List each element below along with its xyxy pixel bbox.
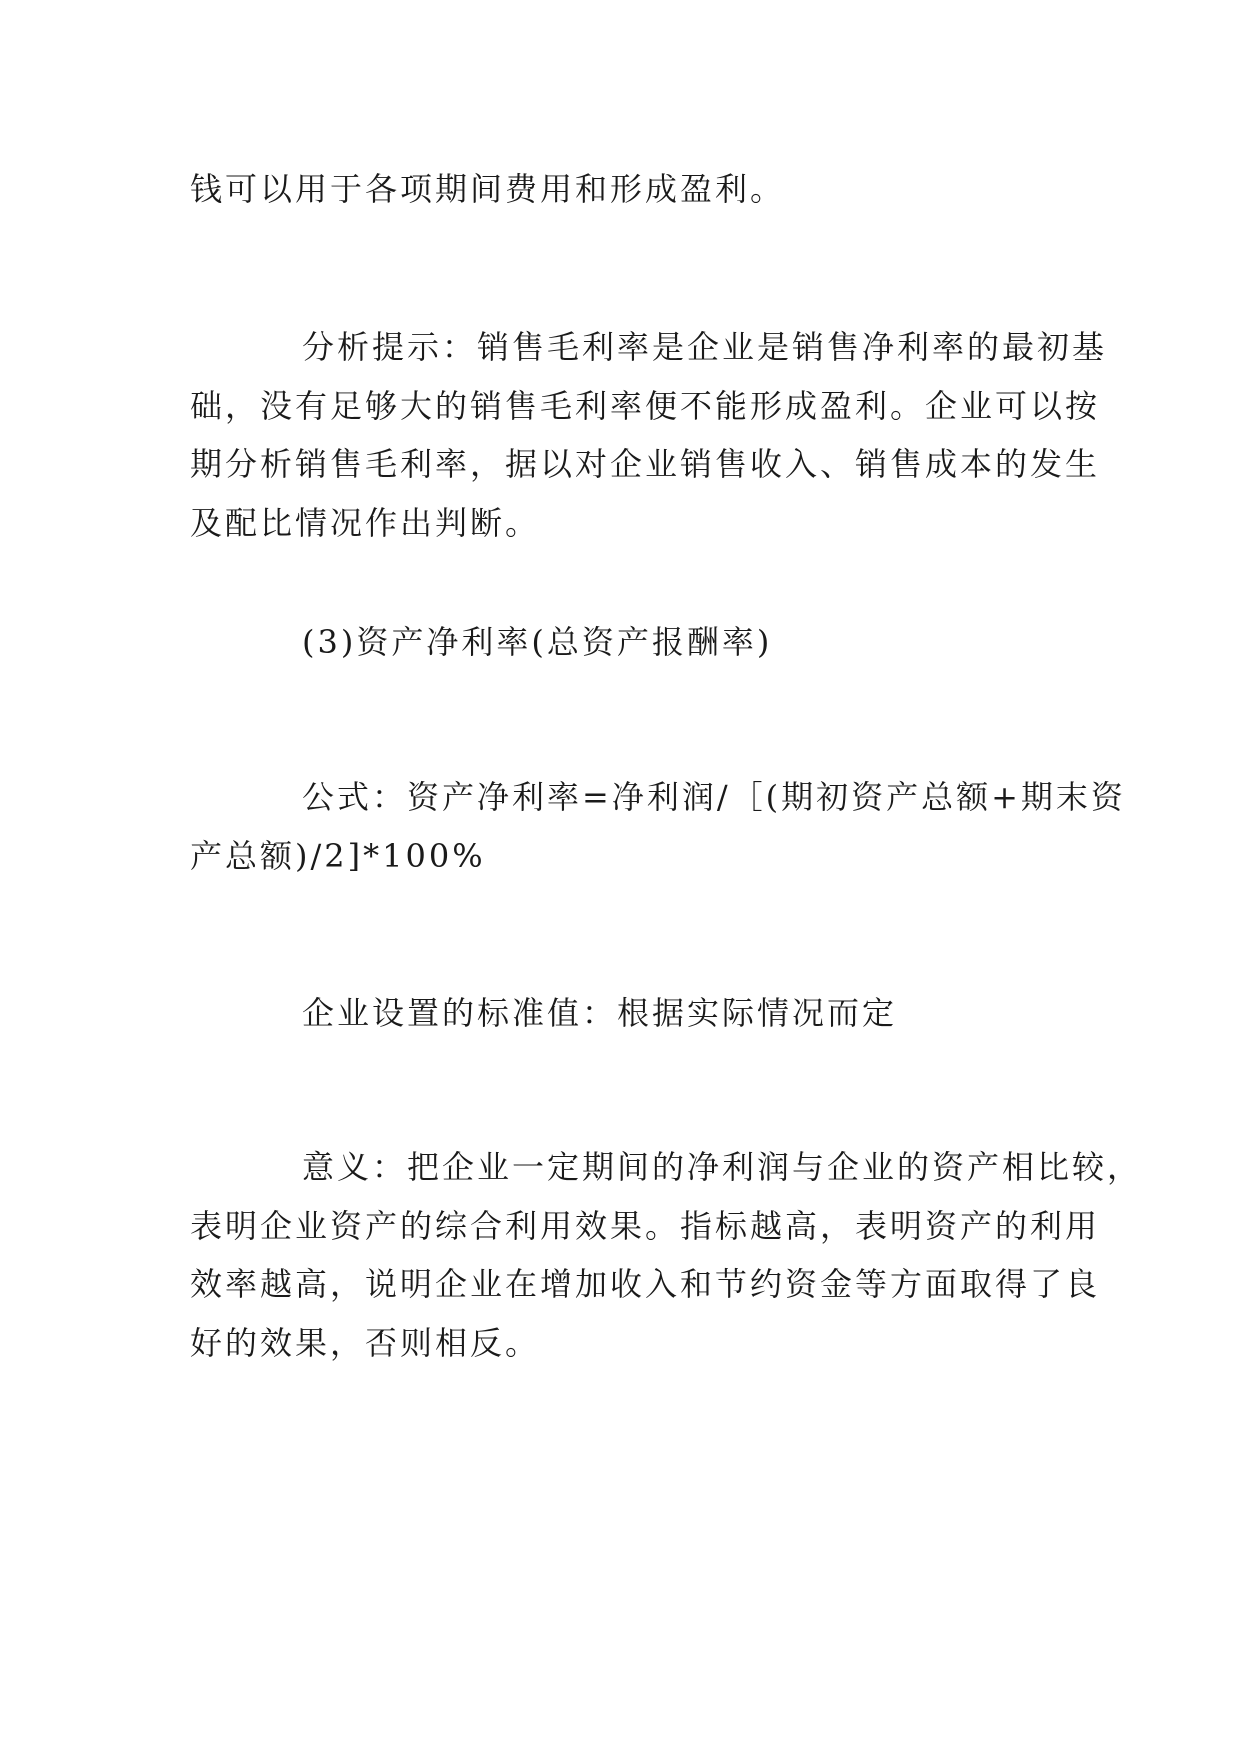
text-line: 好的效果，否则相反。 — [190, 1323, 541, 1362]
text-line: (3)资产净利率(总资产报酬率) — [302, 623, 773, 661]
text-line: 企业设置的标准值：根据实际情况而定 — [302, 994, 898, 1032]
text-line: 钱可以用于各项期间费用和形成盈利。 — [190, 170, 786, 208]
paragraph-formula — [190, 768, 1126, 885]
text-line: 表明企业资产的综合利用效果。指标越高，表明资产的利用 — [190, 1206, 1101, 1245]
text-line: 分析提示：销售毛利率是企业是销售净利率的最初基 — [302, 328, 1108, 366]
text-line: 产总额)/2]*100% — [190, 836, 486, 875]
text-line: 期分析销售毛利率，据以对企业销售收入、销售成本的发生 — [190, 445, 1101, 483]
text-line: 公式：资产净利率=净利润/［(期初资产总额+期末资 — [302, 778, 1126, 816]
text-line: 意义：把企业一定期间的净利润与企业的资产相比较， — [302, 1148, 1143, 1186]
section-heading — [190, 613, 1056, 672]
paragraph-continuation — [190, 160, 1056, 219]
paragraph-standard-value — [190, 984, 1056, 1043]
text-line: 础，没有足够大的销售毛利率便不能形成盈利。企业可以按 — [190, 386, 1101, 425]
paragraph-analysis-hint — [190, 318, 1108, 552]
text-line: 及配比情况作出判断。 — [190, 503, 541, 542]
paragraph-meaning — [190, 1138, 1143, 1372]
text-line: 效率越高，说明企业在增加收入和节约资金等方面取得了良 — [190, 1265, 1101, 1303]
